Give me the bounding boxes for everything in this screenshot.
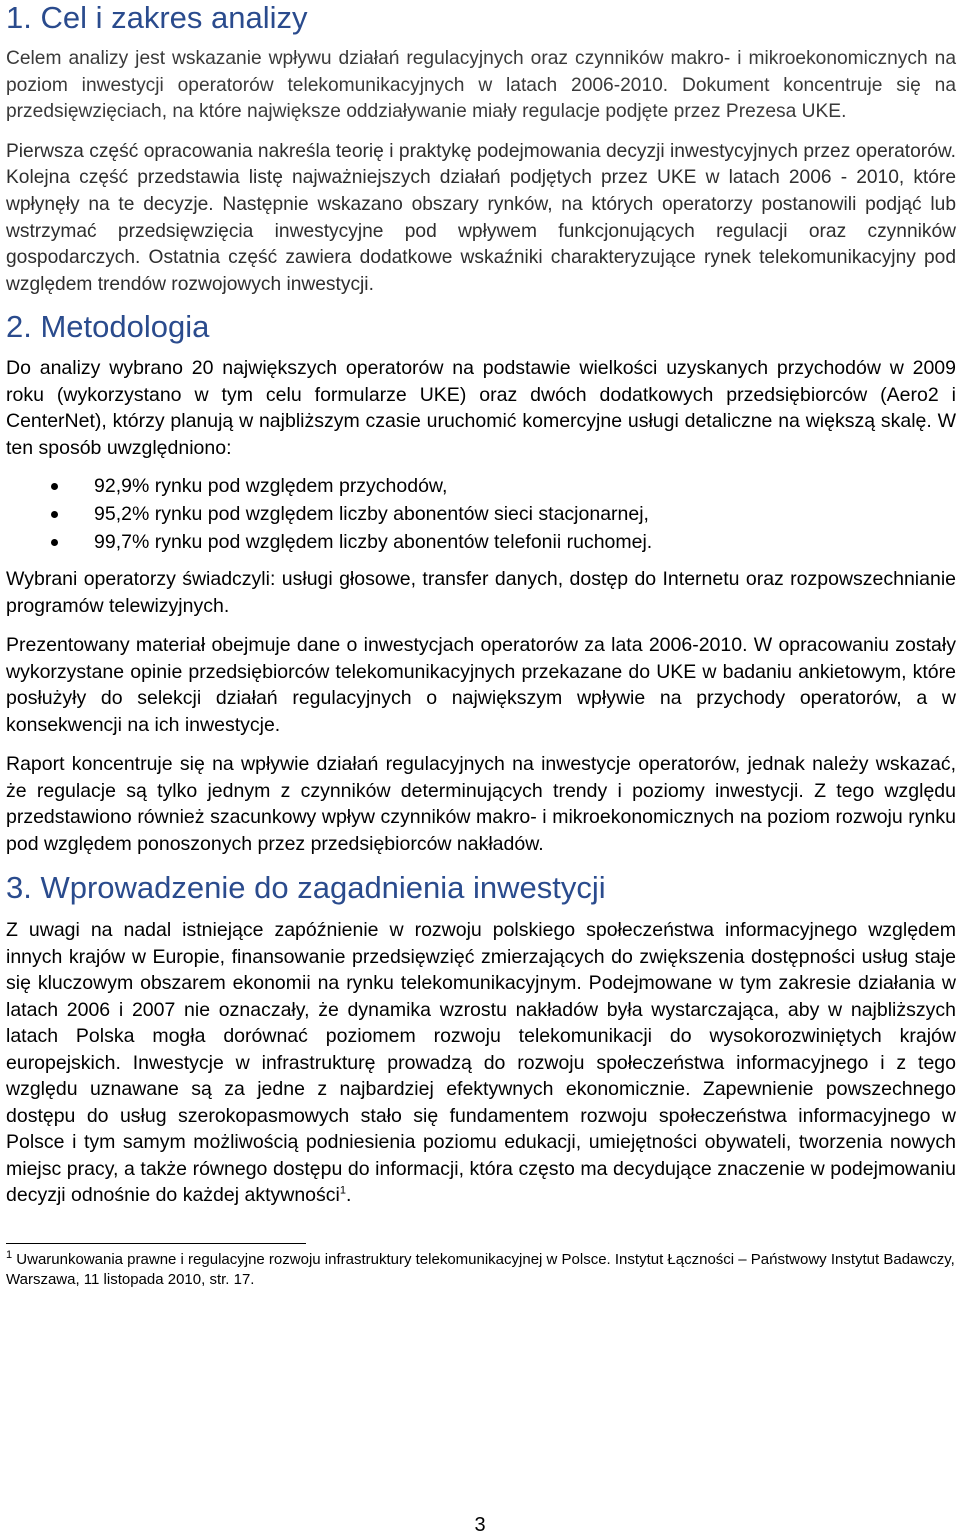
bullet-icon bbox=[51, 483, 58, 490]
section-1-paragraph-2: Pierwsza część opracowania nakreśla teorię i praktykę podejmowania decyzji inwestycyjnych przez operatorów. Kolejna część przedstawia listę najważniejszych działań podjętych przez UKE w latach 2006 - 2010, które wpłynęły na te decyzje. Następnie wskazano obszary rynków, na których operatorzy postanowili podjąć lub wstrzymać przedsięwzięcia inwestycyjne pod wpływem funkcjonujących regulacji oraz czynników gospodarczych. Ostatnia część zawiera dodatkowe wskaźniki charakteryzujące rynek telekomunikacyjny pod względem trendów rozwojowych inwestycji. bbox=[6, 140, 956, 295]
bullet-icon bbox=[51, 539, 58, 546]
section-1-heading: 1. Cel i zakres analizy bbox=[6, 0, 308, 35]
section-3-heading: 3. Wprowadzenie do zagadnienia inwestycji bbox=[6, 870, 606, 906]
page-number: 3 bbox=[474, 1514, 486, 1536]
document-page bbox=[6, 0, 956, 1290]
footnote-marker: 1 bbox=[6, 1248, 13, 1261]
bullet-icon bbox=[51, 511, 58, 518]
coverage-list bbox=[6, 473, 956, 556]
list-item: 95,2% rynku pod względem liczby abonentów sieci stacjonarnej, bbox=[6, 501, 956, 529]
section-1-paragraph-1: Celem analizy jest wskazanie wpływu działań regulacyjnych oraz czynników makro- i mikroekonomicznych na poziom inwestycji operatorów telekomunikacyjnych w latach 2006-2010. Dokument koncentruje się na przedsięwzięciach, na które największe oddziaływanie miały regulacje podjęte przez Prezesa UKE. bbox=[6, 48, 956, 123]
section-2-paragraph-1: Do analizy wybrano 20 największych operatorów na podstawie wielkości uzyskanych przychodów w 2009 roku (wykorzystano w tym celu formularze UKE) oraz dwóch dodatkowych przedsiębiorców (Aero2 i CenterNet), którzy planują w najbliższym czasie uruchomić komercyjne usługi detaliczne na większą skalę. W ten sposób uwzględniono: bbox=[6, 357, 956, 459]
footnote-text: Uwarunkowania prawne i regulacyjne rozwoju infrastruktury telekomunikacyjnej w Polsce. Instytut Łączności – Państwowy Instytut Badawczy, Warszawa, 11 listopada 2010, str. 17. bbox=[6, 1250, 955, 1288]
section-2-paragraph-2: Wybrani operatorzy świadczyli: usługi głosowe, transfer danych, dostęp do Internetu oraz rozpowszechnianie programów telewizyjnych. bbox=[6, 568, 956, 617]
section-2-heading: 2. Metodologia bbox=[6, 309, 210, 345]
section-2-paragraph-3: Prezentowany materiał obejmuje dane o inwestycjach operatorów za lata 2006-2010. W opracowaniu zostały wykorzystane opinie przedsiębiorców telekomunikacyjnych przekazane do UKE w badaniu ankietowym, które posłużyły do selekcji działań regulacyjnych o największym wpływie na przychody operatorów, a w konsekwencji na ich inwestycje. bbox=[6, 634, 956, 736]
footnote-separator bbox=[6, 1243, 306, 1244]
footnote-reference[interactable]: 1 bbox=[339, 1184, 346, 1197]
list-item: 99,7% rynku pod względem liczby abonentów telefonii ruchomej. bbox=[6, 529, 956, 557]
section-2-paragraph-4: Raport koncentruje się na wpływie działań regulacyjnych na inwestycje operatorów, jednak należy wskazać, że regulacje są tylko jednym z czynników determinujących trendy i poziomy inwestycji. Z tego względu przedstawiono również szacunkowy wpływ czynników makro- i mikroekonomicznych na poziom rozwoju rynku pod względem ponoszonych przez przedsiębiorców nakładów. bbox=[6, 753, 956, 855]
footnote bbox=[6, 1250, 956, 1290]
list-item: 92,9% rynku pod względem przychodów, bbox=[6, 473, 956, 501]
section-3-paragraph-1: Z uwagi na nadal istniejące zapóźnienie w rozwoju polskiego społeczeństwa informacyjnego względem innych krajów w Europie, finansowanie przedsięwzięć zmierzających do zwiększenia dostępności usług staje się kluczowym obszarem ekonomii na rynku telekomunikacyjnym. Podejmowane w tym zakresie działania w latach 2006 i 2007 nie oznaczały, że dynamika wzrostu nakładów była wystarczająca, aby w najbliższych latach Polska mogła dorównać poziomem rozwoju telekomunikacji do wysokorozwiniętych krajów europejskich. Inwestycje w infrastrukturę prowadzą do rozwoju społeczeństwa informacyjnego i z tego względu uznawane są za jedne z najbardziej efektywnych ekonomicznie. Zapewnienie powszechnego dostępu do usług szerokopasmowych stało się fundamentem rozwoju społeczeństwa informacyjnego w Polsce i tym samym możliwością podniesienia poziomu edukacji, umiejętności obywateli, tworzenia nowych miejsc pracy, a także równego dostępu do informacji, która często ma decydujące znaczenie w podejmowaniu decyzji odnośnie do każdej aktywności$^1$. bbox=[6, 919, 956, 1207]
